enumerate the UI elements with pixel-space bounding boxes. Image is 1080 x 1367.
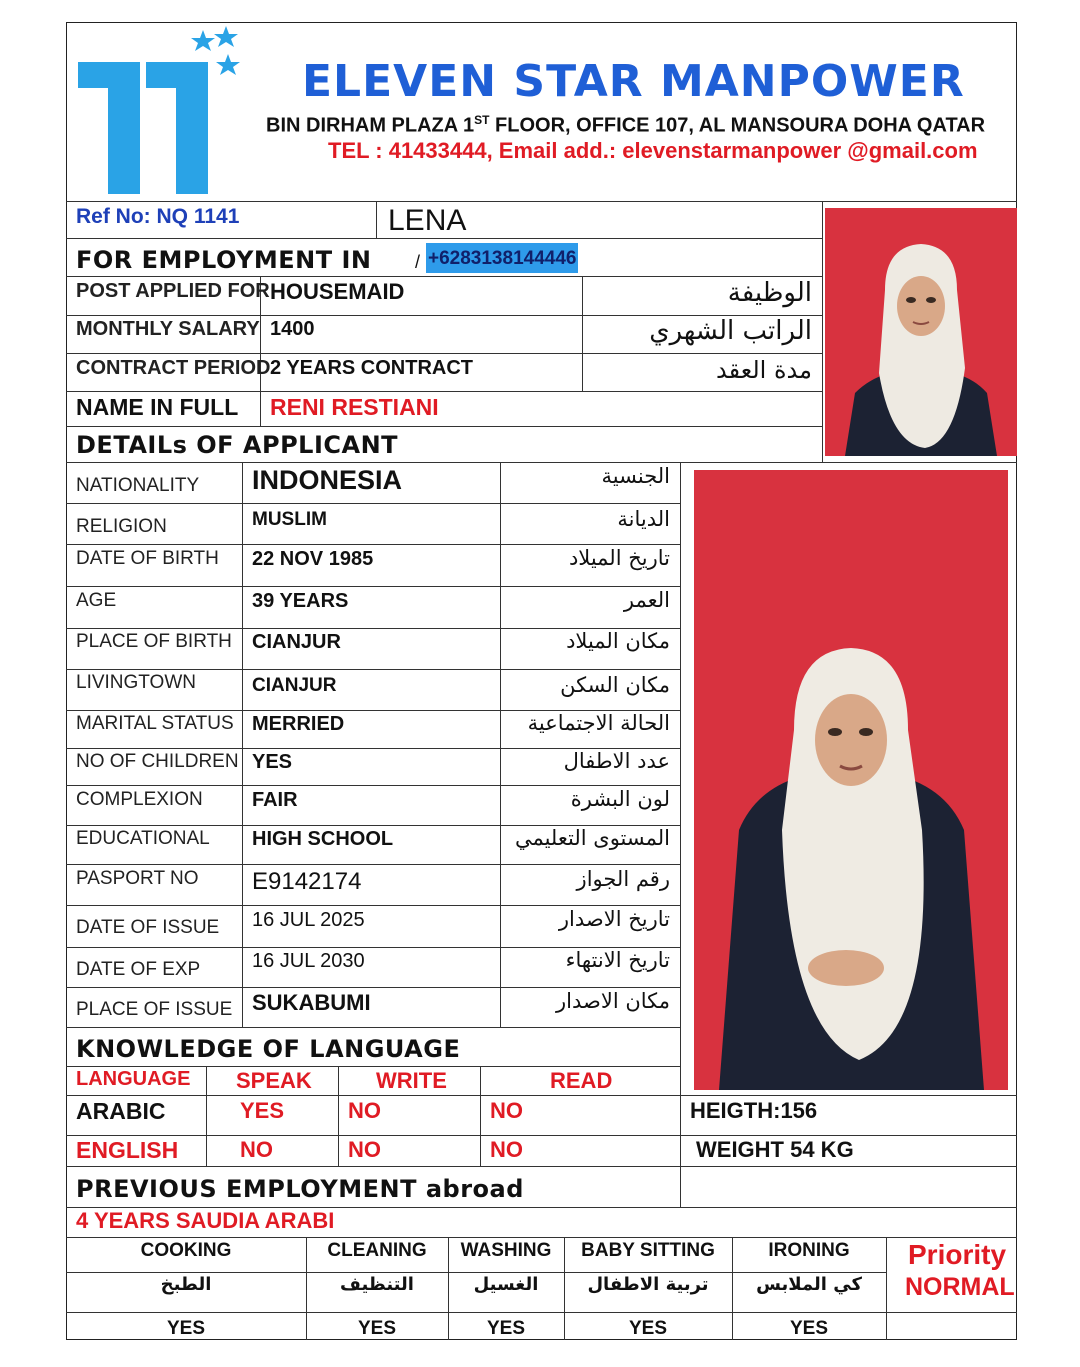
language-header-write: WRITE	[376, 1068, 447, 1093]
detail-label: RELIGION	[76, 516, 167, 537]
detail-arabic: مكان السكن	[560, 673, 670, 697]
company-logo	[74, 26, 244, 198]
divider	[66, 544, 680, 545]
detail-value: FAIR	[252, 789, 298, 811]
divider	[206, 1066, 207, 1166]
detail-arabic: تاريخ الميلاد	[568, 546, 670, 570]
detail-label: DATE OF BIRTH	[76, 548, 219, 569]
divider	[66, 669, 680, 670]
language-header-read: READ	[550, 1068, 613, 1093]
divider	[66, 905, 680, 906]
language-header-language: LANGUAGE	[76, 1068, 191, 1090]
detail-arabic: مكان الميلاد	[566, 629, 670, 653]
detail-label: LIVINGTOWN	[76, 672, 196, 693]
header-divider	[66, 201, 1017, 202]
divider	[66, 1066, 680, 1067]
english-speak: NO	[240, 1137, 273, 1162]
detail-arabic: لون البشرة	[570, 787, 670, 811]
detail-label: PLACE OF BIRTH	[76, 631, 232, 652]
full-name-label: NAME IN FULL	[76, 394, 239, 420]
detail-value: MERRIED	[252, 713, 345, 735]
language-arabic: ARABIC	[76, 1098, 166, 1124]
divider	[500, 462, 501, 1027]
company-contact: TEL : 41433444, Email add.: elevenstarmanpower @gmail.com	[328, 138, 978, 163]
arabic-write: NO	[348, 1098, 381, 1123]
detail-label: PASPORT NO	[76, 868, 199, 889]
candidate-name: LENA	[388, 204, 467, 237]
detail-value: HIGH SCHOOL	[252, 828, 394, 850]
full-name-value: RENI RESTIANI	[270, 394, 439, 420]
detail-value: CIANJUR	[252, 631, 341, 653]
post-value: HOUSEMAID	[270, 279, 405, 304]
detail-label: DATE OF EXP	[76, 959, 201, 980]
divider	[66, 1027, 680, 1028]
skill-value: YES	[628, 1318, 668, 1339]
skill-arabic: كي الملابس	[756, 1274, 862, 1295]
detail-value: 16 JUL 2030	[252, 950, 365, 972]
divider	[242, 462, 243, 1027]
contract-label: CONTRACT PERIOD	[76, 357, 271, 379]
skill-value: YES	[357, 1318, 397, 1339]
detail-value: E9142174	[252, 868, 362, 895]
skill-value: YES	[789, 1318, 829, 1339]
company-address	[266, 114, 985, 136]
height-value: HEIGTH:156	[690, 1098, 818, 1123]
employment-separator: /	[415, 252, 421, 272]
detail-arabic: تاريخ الاصدار	[558, 907, 670, 931]
divider	[66, 1095, 1017, 1096]
divider	[66, 1237, 1017, 1238]
skill-arabic: الغسيل	[473, 1274, 539, 1295]
divider	[66, 426, 822, 427]
detail-value: SUKABUMI	[252, 990, 371, 1015]
post-arabic: الوظيفة	[727, 278, 812, 308]
post-label: POST APPLIED FOR	[76, 280, 270, 302]
skill-value: YES	[486, 1318, 526, 1339]
address-part-1: BIN DIRHAM PLAZA 1	[266, 114, 475, 137]
employment-phone[interactable]: +6283138144446	[426, 243, 578, 273]
company-name: ELEVEN STAR MANPOWER	[302, 56, 965, 107]
detail-label: EDUCATIONAL	[76, 828, 210, 849]
arabic-speak: YES	[240, 1098, 285, 1123]
priority-label: Priority	[908, 1239, 1007, 1270]
divider	[338, 1066, 339, 1166]
contract-value: 2 YEARS CONTRACT	[270, 357, 473, 379]
divider	[66, 503, 680, 504]
details-title: DETAILs OF APPLICANT	[76, 431, 399, 459]
skill-name: IRONING	[768, 1240, 850, 1261]
divider	[66, 391, 822, 392]
detail-arabic: رقم الجواز	[576, 867, 670, 891]
detail-arabic: الديانة	[617, 507, 670, 531]
priority-value: NORMAL	[905, 1273, 1015, 1301]
divider	[480, 1066, 481, 1166]
employment-title: FOR EMPLOYMENT IN	[76, 246, 372, 274]
detail-value: MUSLIM	[252, 509, 327, 530]
detail-value: 22 NOV 1985	[252, 548, 374, 570]
previous-value: 4 YEARS SAUDIA ARABI	[76, 1208, 335, 1233]
address-part-2: FLOOR, OFFICE 107, AL MANSOURA DOHA QATAR	[489, 114, 986, 137]
divider	[66, 1166, 1017, 1167]
detail-value: 16 JUL 2025	[252, 909, 365, 931]
divider	[66, 1272, 886, 1273]
detail-arabic: الجنسية	[601, 464, 670, 488]
divider	[66, 1135, 1017, 1136]
detail-value: INDONESIA	[252, 465, 403, 495]
divider	[66, 1312, 1017, 1313]
salary-value: 1400	[270, 318, 315, 340]
skill-name: BABY SITTING	[581, 1240, 715, 1261]
detail-arabic: المستوى التعليمي	[514, 826, 670, 850]
language-header-speak: SPEAK	[236, 1068, 312, 1093]
english-read: NO	[490, 1137, 523, 1162]
skill-name: CLEANING	[327, 1240, 427, 1261]
contract-arabic: مدة العقد	[716, 356, 812, 384]
detail-label: COMPLEXION	[76, 789, 203, 810]
address-superscript: ST	[474, 113, 490, 127]
skill-arabic: التنظيف	[340, 1274, 414, 1295]
detail-value: 39 YEARS	[252, 590, 349, 612]
detail-label: MARITAL STATUS	[76, 713, 234, 734]
divider	[582, 276, 583, 391]
detail-arabic: مكان الاصدار	[556, 989, 670, 1013]
divider	[66, 586, 680, 587]
detail-value: YES	[252, 751, 293, 773]
divider	[66, 238, 822, 239]
detail-label: NO OF CHILDREN	[76, 751, 239, 772]
applicant-photo-small	[825, 208, 1017, 456]
divider	[822, 201, 823, 462]
skill-name: COOKING	[140, 1240, 232, 1261]
skill-name: WASHING	[460, 1240, 552, 1261]
english-write: NO	[348, 1137, 381, 1162]
salary-label: MONTHLY SALARY	[76, 318, 260, 340]
detail-arabic: عدد الاطفال	[563, 749, 670, 773]
detail-label: AGE	[76, 590, 117, 611]
detail-value: CIANJUR	[252, 675, 337, 696]
divider	[66, 462, 1017, 463]
language-title: KNOWLEDGE OF LANGUAGE	[76, 1035, 461, 1063]
detail-label: NATIONALITY	[76, 475, 200, 496]
skill-arabic: تربية الاطفال	[587, 1274, 709, 1295]
ref-number: Ref No: NQ 1141	[76, 205, 240, 228]
detail-arabic: العمر	[623, 588, 670, 612]
divider	[66, 353, 822, 354]
divider	[376, 201, 377, 238]
divider	[66, 785, 680, 786]
skill-arabic: الطبخ	[160, 1274, 212, 1295]
divider	[680, 462, 681, 1207]
divider	[66, 864, 680, 865]
detail-arabic: الحالة الاجتماعية	[527, 711, 670, 735]
weight-value: WEIGHT 54 KG	[696, 1137, 854, 1162]
skill-value: YES	[166, 1318, 206, 1339]
salary-arabic: الراتب الشهري	[649, 316, 812, 346]
divider	[66, 276, 822, 277]
arabic-read: NO	[490, 1098, 523, 1123]
previous-title: PREVIOUS EMPLOYMENT abroad	[76, 1175, 524, 1203]
language-english: ENGLISH	[76, 1137, 179, 1163]
divider	[66, 987, 680, 988]
detail-arabic: تاريخ الانتهاء	[565, 948, 670, 972]
detail-label: DATE OF ISSUE	[76, 917, 220, 938]
applicant-photo-large	[694, 470, 1008, 1090]
detail-label: PLACE OF ISSUE	[76, 999, 233, 1020]
